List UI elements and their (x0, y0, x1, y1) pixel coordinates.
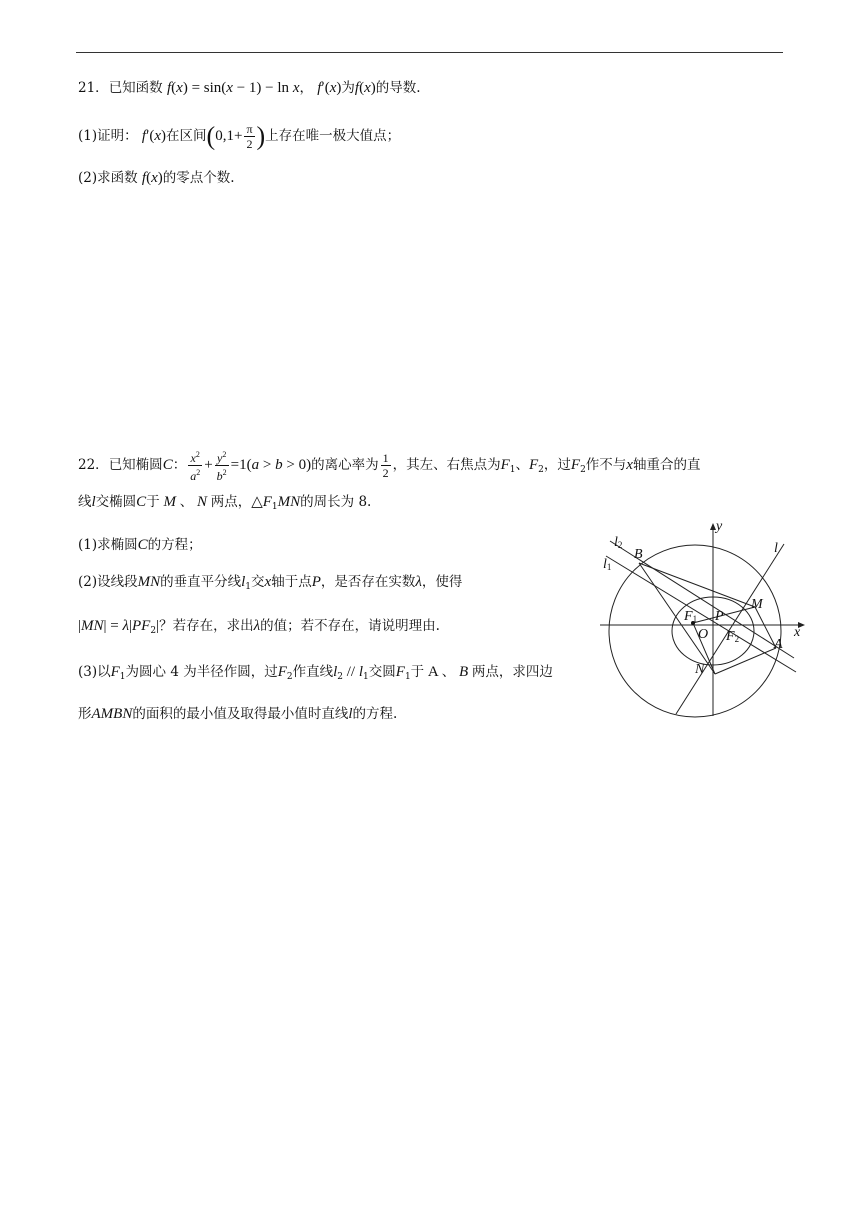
q22-part1: (1)求椭圆C的方程； (78, 537, 202, 553)
label-F2: F2 (726, 629, 740, 644)
q21-stem: 21．已知函数 f(x) = sin(x − 1) − ln x， f′(x)为f(x)的导数. (78, 80, 421, 96)
label-l1: l1 (603, 557, 612, 572)
label-x: x (794, 625, 801, 640)
q22-part3-cont: 形AMBN的面积的最小值及取得最小值时直线l的方程. (78, 706, 398, 722)
q22-part2: (2)设线段MN的垂直平分线$l_1$交x轴于点P，是否存在实数λ，使得 (78, 574, 463, 592)
q21-part2: (2)求函数 f(x)的零点个数. (78, 170, 235, 186)
q22-stem-line2: 线l交椭圆C于 M 、 N 两点，$\triangle F_1MN$的周长为 8. (78, 494, 372, 512)
question-number: 21． (78, 80, 109, 96)
q22-stem: 22．已知椭圆C： $\frac{x^2}{a^2}$ + $\frac{y^2}{b^2}$ =1(a > b > 0)的离心率为 $\frac{1}{2}$ ，其左、右焦点为$F_1$、$F_2$，过$F_2$作不与x轴重合的直 (78, 450, 701, 483)
label-M: M (751, 597, 763, 612)
label-N: N (695, 662, 705, 677)
circle-F1 (609, 545, 781, 717)
q22-part3: (3)以$F_1$为圆心 4 为半径作圆，过$F_2$作直线$l_2 // l_1$交圆$F_1$于 A 、 B 两点，求四边 (78, 664, 553, 682)
label-l: l (774, 541, 778, 556)
question-number: 22． (78, 457, 109, 473)
segment-BM (639, 563, 755, 607)
label-F1: F1 (684, 609, 698, 624)
q22-part2-cont: $|MN| = \lambda|PF_2|$？若存在，求出λ的值；若不存在，请说明理由. (78, 618, 440, 636)
ellipse-circle-figure (598, 516, 808, 722)
label-O: O (698, 627, 709, 642)
label-P: P (715, 609, 724, 624)
label-l2: l2 (614, 535, 623, 550)
header-rule (76, 52, 783, 53)
label-B: B (634, 547, 643, 562)
segment-BN (639, 563, 715, 674)
label-A: A (774, 637, 783, 652)
segment-MA (755, 607, 776, 648)
label-y: y (716, 519, 723, 534)
line-l1 (606, 556, 796, 672)
q21-part1: (1)证明： f′(x)在区间(0,1+ $\frac{\pi}{2}$ )上存在唯一极大值点； (78, 121, 401, 151)
